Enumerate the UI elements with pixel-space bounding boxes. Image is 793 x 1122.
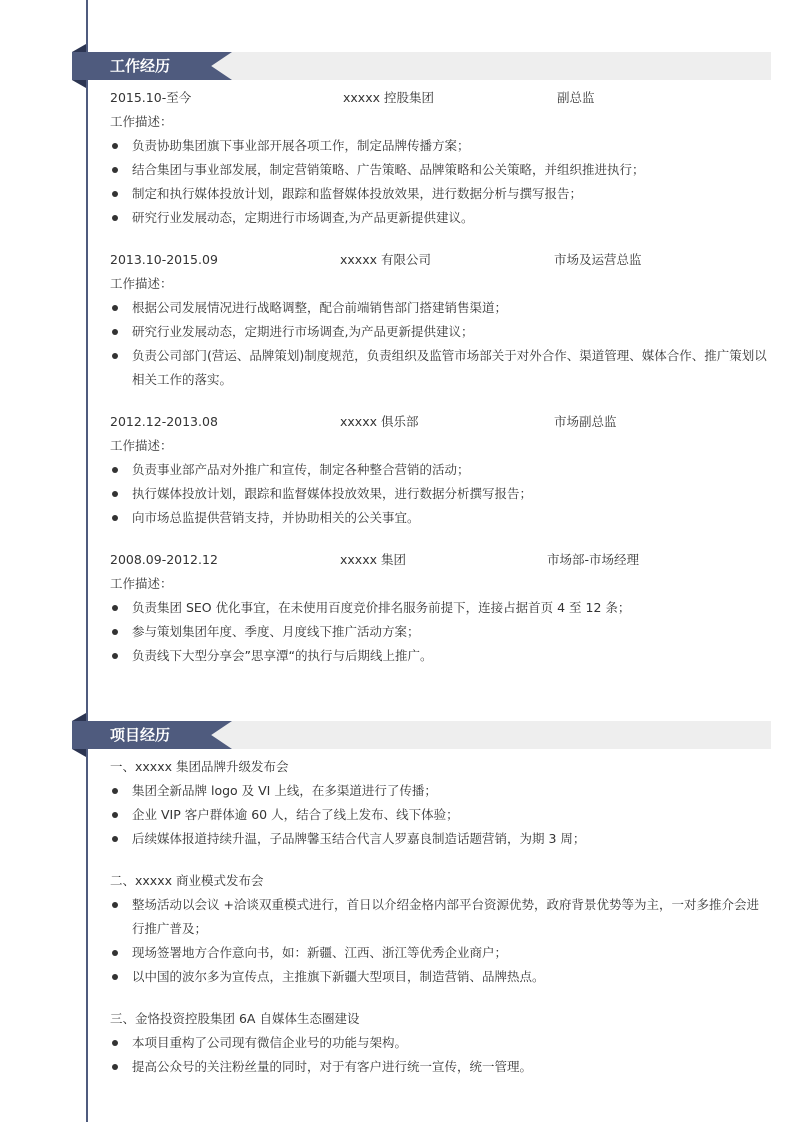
banner-fold-top xyxy=(72,713,86,721)
job-entry xyxy=(110,548,770,668)
list-item xyxy=(110,827,770,851)
bullet-dot-icon xyxy=(112,353,118,359)
job-desc-label: 工作描述： xyxy=(110,114,173,129)
list-item-text: 研究行业发展动态，定期进行市场调查,为产品更新提供建议。 xyxy=(132,210,474,225)
bullet-dot-icon xyxy=(112,167,118,173)
job-entry xyxy=(110,248,770,392)
section-title: 项目经历 xyxy=(110,726,171,744)
list-item-text: 负责线下大型分享会”思享潭“的执行与后期线上推广。 xyxy=(132,648,433,663)
project-bullets xyxy=(110,779,770,851)
project-bullets xyxy=(110,1031,770,1079)
projects-section-header xyxy=(72,721,771,749)
list-item-text: 研究行业发展动态，定期进行市场调查,为产品更新提供建议； xyxy=(132,324,474,339)
bullet-dot-icon xyxy=(112,1064,118,1070)
job-position: 市场副总监 xyxy=(554,414,617,429)
list-item-text: 集团全新品牌 logo 及 VI 上线，在多渠道进行了传播； xyxy=(132,783,437,798)
timeline-line xyxy=(86,0,88,1122)
list-item xyxy=(110,1031,770,1055)
job-company: xxxxx 有限公司 xyxy=(340,252,431,267)
section-title: 工作经历 xyxy=(110,57,171,75)
bullet-dot-icon xyxy=(112,605,118,611)
bullet-dot-icon xyxy=(112,950,118,956)
list-item xyxy=(110,134,770,158)
list-item xyxy=(110,965,770,989)
banner-fold xyxy=(72,749,86,757)
bullet-dot-icon xyxy=(112,1040,118,1046)
list-item-text: 执行媒体投放计划，跟踪和监督媒体投放效果，进行数据分析撰写报告； xyxy=(132,486,533,501)
bullet-dot-icon xyxy=(112,515,118,521)
banner-fold-top xyxy=(72,44,86,52)
list-item-text: 制定和执行媒体投放计划，跟踪和监督媒体投放效果，进行数据分析与撰写报告； xyxy=(132,186,583,201)
job-position: 市场及运营总监 xyxy=(554,252,642,267)
list-item-text: 负责集团 SEO 优化事宜，在未使用百度竞价排名服务前提下，连接占据首页 4 至 12 条； xyxy=(132,600,631,615)
list-item-text: 向市场总监提供营销支持，并协助相关的公关事宜。 xyxy=(132,510,420,525)
bullet-dot-icon xyxy=(112,143,118,149)
list-item xyxy=(110,344,770,392)
project-heading: 一、xxxxx 集团品牌升级发布会 xyxy=(110,759,289,774)
job-period: 2015.10-至今 xyxy=(110,90,192,105)
work-content xyxy=(110,86,770,668)
list-item xyxy=(110,458,770,482)
list-item xyxy=(110,296,770,320)
job-header xyxy=(110,410,770,434)
list-item xyxy=(110,320,770,344)
project-entry xyxy=(110,755,770,851)
list-item xyxy=(110,506,770,530)
project-entry xyxy=(110,869,770,989)
list-item xyxy=(110,206,770,230)
bullet-dot-icon xyxy=(112,191,118,197)
project-bullets xyxy=(110,893,770,989)
job-bullets xyxy=(110,458,770,530)
list-item-text: 以中国的波尔多为宣传点，主推旗下新疆大型项目，制造营销、品牌热点。 xyxy=(132,969,545,984)
job-period: 2013.10-2015.09 xyxy=(110,252,218,267)
list-item-text: 本项目重构了公司现有微信企业号的功能与架构。 xyxy=(132,1035,408,1050)
job-bullets xyxy=(110,596,770,668)
list-item-text: 企业 VIP 客户群体逾 60 人，结合了线上发布、线下体验； xyxy=(132,807,459,822)
list-item-text: 负责协助集团旗下事业部开展各项工作，制定品牌传播方案； xyxy=(132,138,470,153)
project-entry xyxy=(110,1007,770,1079)
list-item xyxy=(110,779,770,803)
list-item xyxy=(110,182,770,206)
bullet-dot-icon xyxy=(112,305,118,311)
bullet-dot-icon xyxy=(112,329,118,335)
job-header xyxy=(110,86,770,110)
job-company: xxxxx 集团 xyxy=(340,552,406,567)
list-item-text: 整场活动以会议 +洽谈双重模式进行，首日以介绍金格内部平台资源优势，政府背景优势等为主，一对多推介会进行推广普及； xyxy=(132,897,759,936)
list-item xyxy=(110,620,770,644)
job-bullets xyxy=(110,296,770,392)
bullet-dot-icon xyxy=(112,836,118,842)
list-item-text: 参与策划集团年度、季度、月度线下推广活动方案； xyxy=(132,624,420,639)
list-item-text: 现场签署地方合作意向书，如：新疆、江西、浙江等优秀企业商户； xyxy=(132,945,508,960)
project-heading: 二、xxxxx 商业模式发布会 xyxy=(110,873,264,888)
work-section-header xyxy=(72,52,771,80)
bullet-dot-icon xyxy=(112,215,118,221)
job-bullets xyxy=(110,134,770,230)
list-item-text: 负责事业部产品对外推广和宣传，制定各种整合营销的活动； xyxy=(132,462,470,477)
bullet-dot-icon xyxy=(112,788,118,794)
bullet-dot-icon xyxy=(112,491,118,497)
list-item xyxy=(110,644,770,668)
job-company: xxxxx 控股集团 xyxy=(343,90,434,105)
job-desc-label: 工作描述： xyxy=(110,438,173,453)
job-period: 2008.09-2012.12 xyxy=(110,552,218,567)
list-item-text: 提高公众号的关注粉丝量的同时，对于有客户进行统一宣传，统一管理。 xyxy=(132,1059,533,1074)
list-item-text: 后续媒体报道持续升温，子品牌馨玉结合代言人罗嘉良制造话题营销，为期 3 周； xyxy=(132,831,586,846)
job-company: xxxxx 俱乐部 xyxy=(340,414,419,429)
bullet-dot-icon xyxy=(112,467,118,473)
list-item xyxy=(110,803,770,827)
list-item-text: 负责公司部门(营运、品牌策划)制度规范，负责组织及监管市场部关于对外合作、渠道管理、媒体合作、推广策划以相关工作的落实。 xyxy=(132,348,767,387)
list-item xyxy=(110,596,770,620)
list-item xyxy=(110,482,770,506)
job-position: 副总监 xyxy=(557,90,595,105)
list-item-text: 结合集团与事业部发展，制定营销策略、广告策略、品牌策略和公关策略，并组织推进执行； xyxy=(132,162,645,177)
job-desc-label: 工作描述： xyxy=(110,576,173,591)
list-item xyxy=(110,1055,770,1079)
bullet-dot-icon xyxy=(112,974,118,980)
job-position: 市场部-市场经理 xyxy=(547,552,640,567)
bullet-dot-icon xyxy=(112,902,118,908)
list-item-text: 根据公司发展情况进行战略调整，配合前端销售部门搭建销售渠道； xyxy=(132,300,508,315)
job-header xyxy=(110,548,770,572)
job-entry xyxy=(110,410,770,530)
job-header xyxy=(110,248,770,272)
bullet-dot-icon xyxy=(112,653,118,659)
list-item xyxy=(110,893,770,941)
projects-content xyxy=(110,755,770,1079)
job-period: 2012.12-2013.08 xyxy=(110,414,218,429)
job-entry xyxy=(110,86,770,230)
list-item xyxy=(110,158,770,182)
bullet-dot-icon xyxy=(112,812,118,818)
list-item xyxy=(110,941,770,965)
banner-fold xyxy=(72,80,86,88)
bullet-dot-icon xyxy=(112,629,118,635)
job-desc-label: 工作描述： xyxy=(110,276,173,291)
project-heading: 三、金恪投资控股集团 6A 自媒体生态圈建设 xyxy=(110,1011,360,1026)
